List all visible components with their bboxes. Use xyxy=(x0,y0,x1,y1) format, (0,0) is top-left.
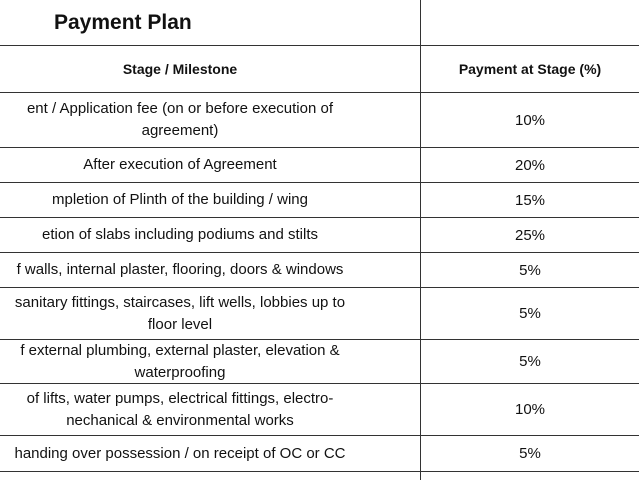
table-row xyxy=(0,436,639,472)
table-row xyxy=(0,93,639,148)
table-row xyxy=(0,183,639,218)
milestone-text: nechanical & environmental works xyxy=(66,411,294,429)
header-payment: Payment at Stage (%) xyxy=(458,61,602,77)
milestone-text: floor level xyxy=(147,315,213,333)
payment-cell: 10% xyxy=(514,401,546,418)
milestone-cell xyxy=(0,340,420,383)
milestone-cell xyxy=(0,288,420,339)
table-title-row xyxy=(0,0,639,46)
milestone-text: f external plumbing, external plaster, elevation & xyxy=(20,341,340,359)
payment-cell: 5% xyxy=(519,305,541,322)
payment-cell: 5% xyxy=(519,353,541,370)
table-row xyxy=(0,340,639,384)
milestone-cell: After execution of Agreement xyxy=(83,156,277,173)
table-row xyxy=(0,288,639,340)
milestone-cell xyxy=(0,384,420,435)
payment-cell: 25% xyxy=(514,226,546,244)
milestone-text: waterproofing xyxy=(134,363,226,381)
milestone-cell: handing over possession / on receipt of OC or CC xyxy=(14,444,346,462)
milestone-text: agreement) xyxy=(141,122,219,139)
milestone-text: ent / Application fee (on or before execution of xyxy=(26,100,334,117)
table-row xyxy=(0,218,639,253)
milestone-cell: mpletion of Plinth of the building / wing xyxy=(52,191,308,208)
milestone-text: sanitary fittings, staircases, lift wells, lobbies up to xyxy=(14,293,346,311)
milestone-cell: etion of slabs including podiums and stilts xyxy=(42,226,318,243)
table-header-row xyxy=(0,46,639,93)
payment-cell: 5% xyxy=(519,445,541,462)
payment-cell: 10% xyxy=(514,111,546,129)
milestone-cell: f walls, internal plaster, flooring, doors & windows xyxy=(16,261,344,278)
table-row xyxy=(0,384,639,436)
header-stage: Stage / Milestone xyxy=(122,61,238,77)
table-row xyxy=(0,253,639,288)
table-title: Payment Plan xyxy=(54,10,192,34)
milestone-text: of lifts, water pumps, electrical fittings, electro- xyxy=(26,389,334,407)
milestone-cell xyxy=(0,93,420,147)
payment-cell: 20% xyxy=(514,156,546,174)
payment-cell: 5% xyxy=(519,261,541,279)
payment-cell: 15% xyxy=(514,191,546,209)
table-row xyxy=(0,148,639,183)
